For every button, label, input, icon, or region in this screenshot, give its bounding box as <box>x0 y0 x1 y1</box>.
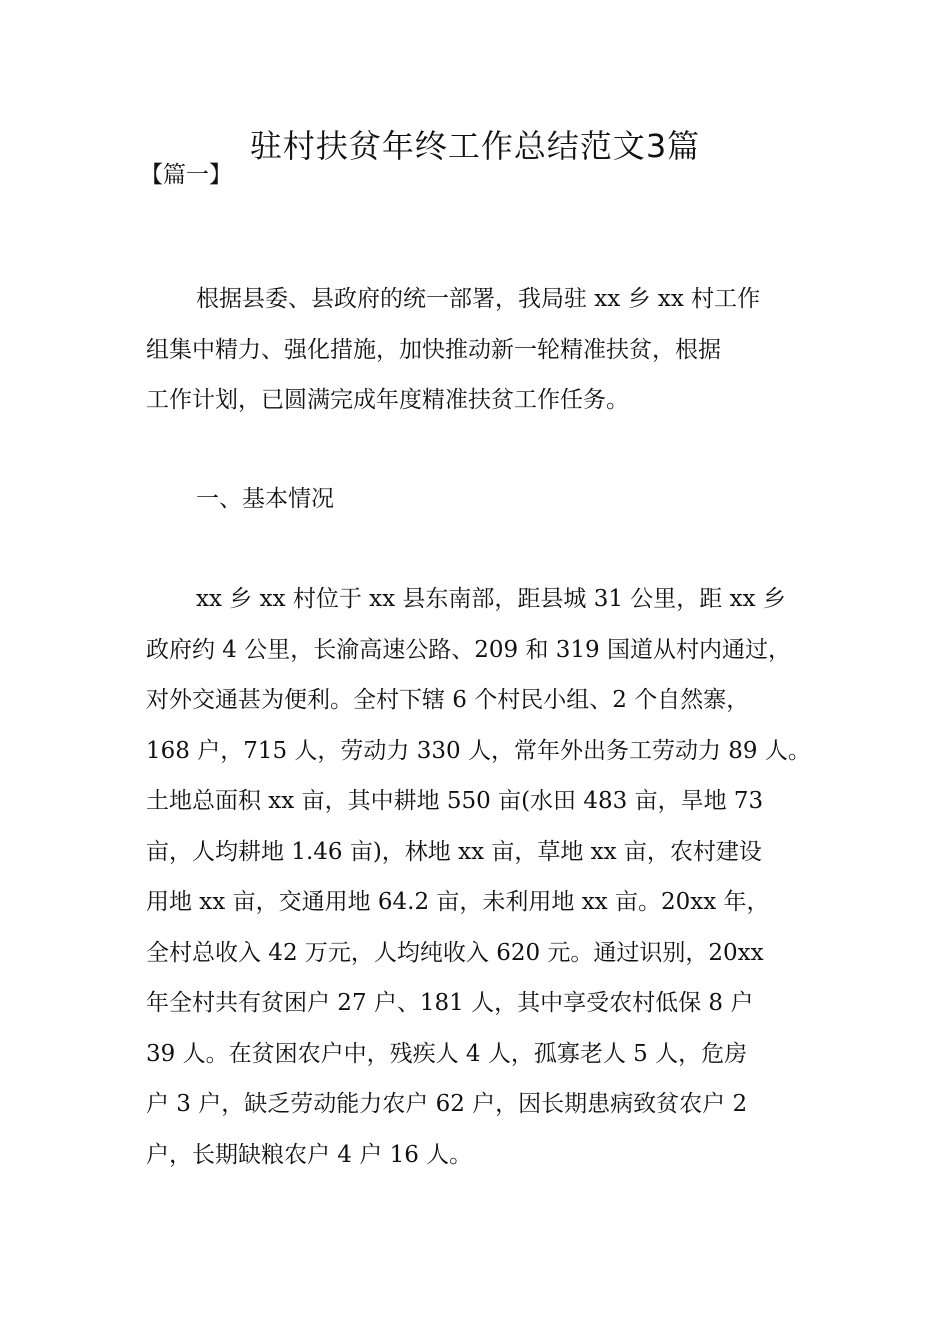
paragraph-line: 全村总收入 42 万元，人均纯收入 620 元。通过识别，20xx <box>146 939 764 966</box>
paragraph-line: 政府约 4 公里，长渝高速公路、209 和 319 国道从村内通过， <box>146 636 791 663</box>
document-title: 驻村扶贫年终工作总结范文3篇 <box>249 127 701 165</box>
paragraph-line: 年全村共有贫困户 27 户、181 人，其中享受农村低保 8 户 <box>146 990 754 1016</box>
paragraph-line: 户 3 户，缺乏劳动能力农户 62 户，因长期患病致贫农户 2 <box>146 1091 748 1117</box>
paragraph-line: 168 户，715 人，劳动力 330 人，常年外出务工劳动力 89 人。 <box>146 737 811 764</box>
paragraph-line: 根据县委、县政府的统一部署，我局驻 xx 乡 xx 村工作 <box>196 286 761 312</box>
paragraph-line: 对外交通甚为便利。全村下辖 6 个村民小组、2 个自然寨， <box>146 687 750 713</box>
paragraph-line: 亩，人均耕地 1.46 亩)，林地 xx 亩，草地 xx 亩，农村建设 <box>146 838 762 865</box>
paragraph-line: 土地总面积 xx 亩，其中耕地 550 亩(水田 483 亩，旱地 73 <box>146 788 764 814</box>
intro-paragraph <box>146 274 826 426</box>
paragraph-line: xx 乡 xx 村位于 xx 县东南部，距县城 31 公里，距 xx 乡 <box>196 586 786 612</box>
basic-info-paragraph <box>146 574 826 1180</box>
paragraph-line: 工作计划，已圆满完成年度精准扶贫工作任务。 <box>146 387 629 413</box>
section-tag: 【篇一】 <box>140 162 232 188</box>
paragraph-line: 户，长期缺粮农户 4 户 16 人。 <box>146 1141 473 1168</box>
heading-text: 一、基本情况 <box>196 486 334 512</box>
paragraph-line: 用地 xx 亩，交通用地 64.2 亩，未利用地 xx 亩。20xx 年， <box>146 889 770 915</box>
paragraph-line: 39 人。在贫困农户中，残疾人 4 人，孤寡老人 5 人，危房 <box>146 1040 748 1067</box>
paragraph-line: 组集中精力、强化措施，加快推动新一轮精准扶贫，根据 <box>146 336 721 363</box>
section-heading <box>146 474 826 525</box>
